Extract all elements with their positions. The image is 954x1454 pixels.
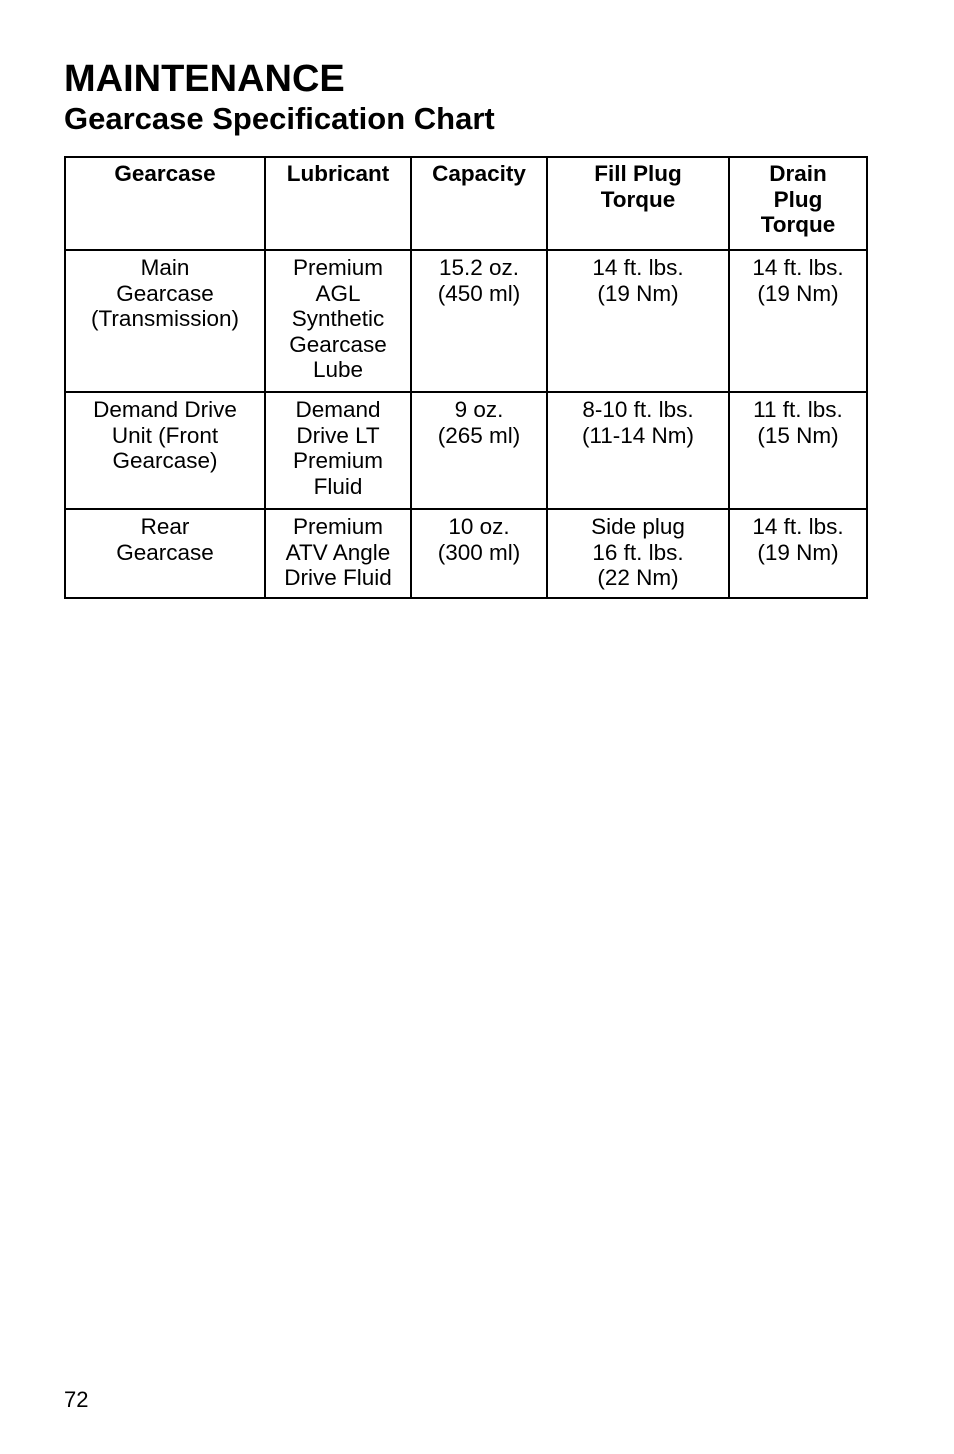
gearcase-spec-table — [64, 156, 868, 599]
cell-gearcase: Demand Drive Unit (Front Gearcase) — [65, 392, 265, 509]
column-header-fill-plug-torque: Fill Plug Torque — [547, 157, 729, 250]
cell-lubricant: Premium ATV Angle Drive Fluid — [265, 509, 411, 598]
table-row — [65, 250, 867, 392]
cell-drain-plug-torque: 11 ft. lbs. (15 Nm) — [729, 392, 867, 509]
cell-gearcase: Main Gearcase (Transmission) — [65, 250, 265, 392]
cell-gearcase: Rear Gearcase — [65, 509, 265, 598]
table-row — [65, 392, 867, 509]
column-header-drain-plug-torque: Drain Plug Torque — [729, 157, 867, 250]
table-row — [65, 509, 867, 598]
cell-capacity: 15.2 oz. (450 ml) — [411, 250, 547, 392]
table-header-row — [65, 157, 867, 250]
cell-drain-plug-torque: 14 ft. lbs. (19 Nm) — [729, 509, 867, 598]
cell-fill-plug-torque: 8-10 ft. lbs. (11-14 Nm) — [547, 392, 729, 509]
column-header-lubricant: Lubricant — [265, 157, 411, 250]
cell-lubricant: Premium AGL Synthetic Gearcase Lube — [265, 250, 411, 392]
cell-capacity: 9 oz. (265 ml) — [411, 392, 547, 509]
column-header-gearcase: Gearcase — [65, 157, 265, 250]
cell-lubricant: Demand Drive LT Premium Fluid — [265, 392, 411, 509]
cell-drain-plug-torque: 14 ft. lbs. (19 Nm) — [729, 250, 867, 392]
cell-capacity: 10 oz. (300 ml) — [411, 509, 547, 598]
page-number: 72 — [64, 1387, 89, 1412]
cell-fill-plug-torque: 14 ft. lbs. (19 Nm) — [547, 250, 729, 392]
section-title: MAINTENANCE — [64, 58, 345, 100]
chart-title: Gearcase Specification Chart — [64, 101, 495, 136]
cell-fill-plug-torque: Side plug 16 ft. lbs. (22 Nm) — [547, 509, 729, 598]
column-header-capacity: Capacity — [411, 157, 547, 250]
